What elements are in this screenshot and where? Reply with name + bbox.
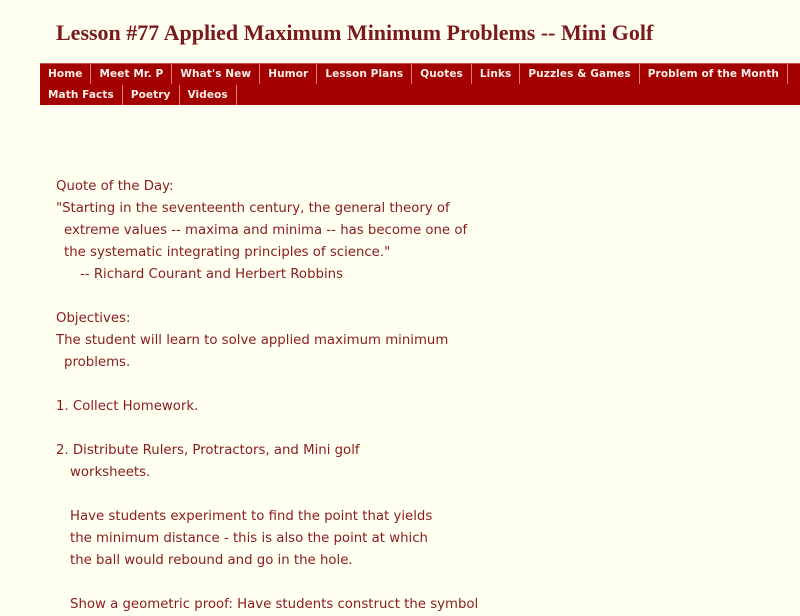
quote-text-line: the systematic integrating principles of science." (64, 245, 391, 260)
nav-lesson-plans[interactable]: Lesson Plans (317, 64, 412, 84)
paragraph-line: the minimum distance - this is also the point at which (70, 531, 428, 546)
quote-text-line: "Starting in the seventeenth century, the general theory of (56, 201, 450, 216)
objectives-text: problems. (64, 355, 131, 370)
page-title: Lesson #77 Applied Maximum Minimum Problems -- Mini Golf (56, 20, 654, 45)
nav-home[interactable]: Home (40, 64, 91, 84)
paragraph-line: Have students experiment to find the point that yields (70, 509, 433, 524)
objectives-text: The student will learn to solve applied maximum minimum (56, 333, 449, 348)
nav-links[interactable]: Links (472, 64, 521, 84)
objectives-heading: Objectives: (56, 311, 131, 326)
nav-problem-of-the-month[interactable]: Problem of the Month (640, 64, 788, 84)
lesson-content (56, 176, 478, 616)
nav-math-facts[interactable]: Math Facts (40, 85, 123, 105)
step-2: worksheets. (70, 465, 151, 480)
nav-meet-mr-p[interactable]: Meet Mr. P (91, 64, 172, 84)
quote-heading: Quote of the Day: (56, 179, 174, 194)
nav-row-1 (40, 64, 800, 84)
paragraph-line-cut-off: Show a geometric proof: Have students construct the symbol (70, 597, 479, 612)
nav-videos[interactable]: Videos (180, 85, 237, 105)
paragraph-line: the ball would rebound and go in the hole. (70, 553, 353, 568)
nav-poetry[interactable]: Poetry (123, 85, 180, 105)
main-nav (40, 63, 800, 105)
nav-puzzles-games[interactable]: Puzzles & Games (520, 64, 639, 84)
nav-quotes[interactable]: Quotes (412, 64, 472, 84)
nav-whats-new[interactable]: What's New (172, 64, 260, 84)
step-2: 2. Distribute Rulers, Protractors, and Mini golf (56, 443, 360, 458)
nav-humor[interactable]: Humor (260, 64, 317, 84)
quote-text-line: extreme values -- maxima and minima -- has become one of (64, 223, 468, 238)
nav-row-2 (40, 85, 800, 105)
step-1: 1. Collect Homework. (56, 399, 199, 414)
quote-author: -- Richard Courant and Herbert Robbins (80, 267, 343, 282)
